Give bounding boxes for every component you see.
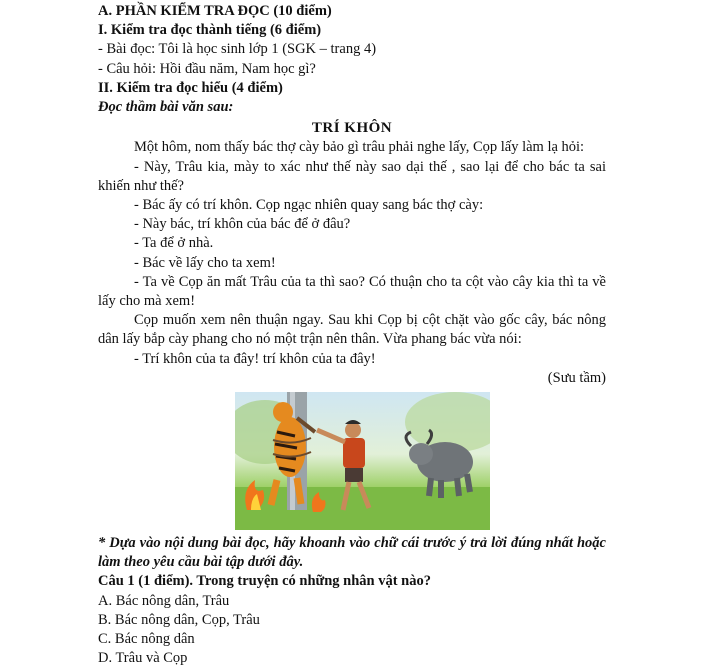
story-paragraph: - Trí khôn của ta đây! trí khôn của ta đây! <box>134 350 376 367</box>
task-instruction: * Dựa vào nội dung bài đọc, hãy khoanh vào chữ cái trước ý trả lời đúng nhất hoặc làm theo yêu cầu bài tập dưới đây. <box>98 534 606 571</box>
buffalo-head <box>409 443 433 465</box>
story-paragraph: - Bác ấy có trí khôn. Cọp ngạc nhiên quay sang bác thợ cày: <box>134 196 484 213</box>
story-paragraph: - Ta về Cọp ăn mất Trâu của ta thì sao? Có thuận cho ta cột vào cây kia thì ta về lấy cho mà xem! <box>98 273 606 309</box>
illustration-svg <box>235 392 490 530</box>
part1-question: - Câu hỏi: Hồi đầu năm, Nam học gì? <box>98 60 316 77</box>
story-title: TRÍ KHÔN <box>311 120 393 137</box>
story-paragraph: - Này bác, trí khôn của bác để ở đâu? <box>134 216 351 233</box>
question1-option-b[interactable]: B. Bác nông dân, Cọp, Trâu <box>98 611 260 628</box>
question1-title: Câu 1 (1 điểm). Trong truyện có những nhân vật nào? <box>98 573 431 590</box>
story-paragraph: - Này, Trâu kia, mày to xác như thế này sao dại thế , sao lại để cho bác ta sai khiến như thế? <box>98 158 606 194</box>
story-paragraph: Một hôm, nom thấy bác thợ cày bảo gì trâu phải nghe lấy, Cọp lấy làm lạ hỏi: <box>134 139 585 156</box>
section-a-heading: A. PHẦN KIỂM TRA ĐỌC (10 điểm) <box>98 3 332 19</box>
farmer-head <box>345 422 361 438</box>
farmer-shorts <box>345 468 363 482</box>
story-paragraph: - Bác về lấy cho ta xem! <box>134 254 276 271</box>
part2-instruction: Đọc thầm bài văn sau: <box>98 98 234 115</box>
document-page <box>98 2 606 668</box>
question1-option-d[interactable]: D. Trâu và Cọp <box>98 650 188 667</box>
story-paragraph: Cọp muốn xem nên thuận ngay. Sau khi Cọp bị cột chặt vào gốc cây, bác nông dân lấy bắp cày phang cho nó một trận nên thân. Vừa phang bác vừa nói: <box>98 312 606 348</box>
farmer-arm <box>317 430 345 442</box>
part1-heading: I. Kiểm tra đọc thành tiếng (6 điểm) <box>98 22 322 39</box>
farmer-hair <box>345 420 361 424</box>
story-source: (Sưu tầm) <box>547 369 606 386</box>
story-paragraph: - Ta để ở nhà. <box>134 235 214 252</box>
tiger-head <box>273 402 293 422</box>
question1-option-a[interactable]: A. Bác nông dân, Trâu <box>98 592 230 609</box>
part2-heading: II. Kiểm tra đọc hiểu (4 điểm) <box>98 79 283 96</box>
farmer-shirt <box>343 438 365 468</box>
story-illustration <box>235 392 490 530</box>
part1-reading: - Bài đọc: Tôi là học sinh lớp 1 (SGK – trang 4) <box>98 41 377 58</box>
question1-option-c[interactable]: C. Bác nông dân <box>98 630 195 647</box>
